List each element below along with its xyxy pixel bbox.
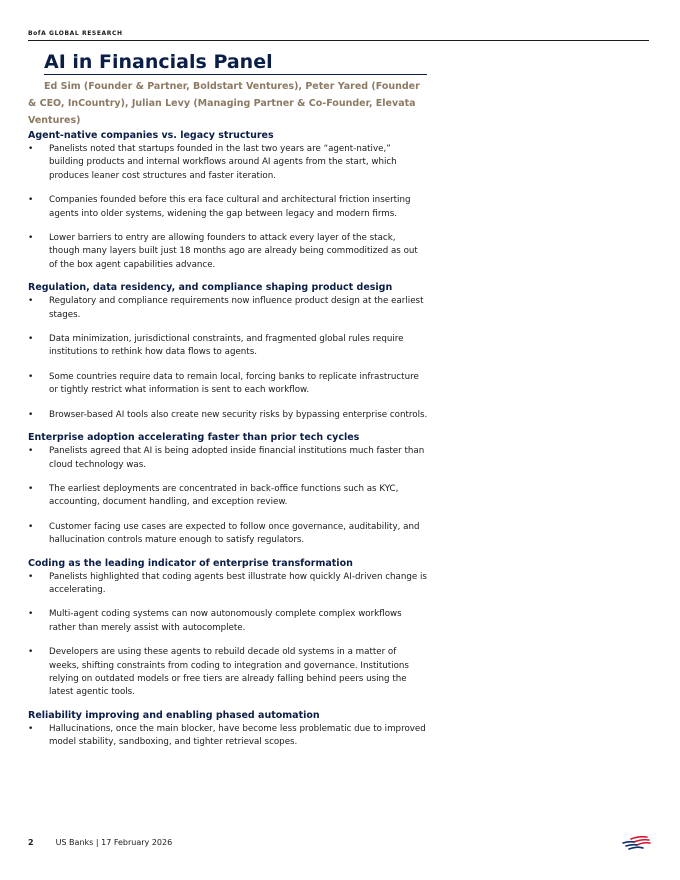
title-rule [44, 74, 427, 75]
bullet-icon: • [28, 647, 34, 658]
list-item [28, 483, 428, 510]
bullet-text: Customer facing use cases are expected to follow once governance, auditability, and hallucination controls mature enough to satisfy regulators. [49, 521, 420, 546]
section [28, 431, 428, 547]
bullet-text: Data minimization, jurisdictional constraints, and fragmented global rules require institutions to rethink how data flows to agents. [49, 334, 404, 358]
logo-stripe-blue-2 [626, 845, 637, 846]
bullet-text: Lower barriers to entry are allowing founders to attack every layer of the stack, though many layers built just 18 months ago are already being commoditized as out of the box agent capabilities advance. [49, 233, 418, 270]
list-item [28, 295, 428, 322]
bullet-text: Regulatory and compliance requirements now influence product design at the earliest stages. [49, 296, 424, 320]
bullet-icon: • [28, 144, 34, 154]
header-label: BofA GLOBAL RESEARCH [28, 30, 123, 37]
list-item [28, 143, 428, 183]
footer-text: US Banks | 17 February 2026 [55, 838, 173, 847]
bullet-icon: • [28, 609, 34, 620]
bullet-icon: • [28, 409, 34, 420]
bullet-text: Multi-agent coding systems can now autonomously complete complex workflows rather than merely assist with autocomplete. [49, 609, 402, 633]
list-item [28, 608, 428, 635]
section-heading: Reliability improving and enabling phased automation [28, 709, 320, 721]
bullet-list [28, 723, 428, 750]
list-item [28, 409, 428, 422]
list-item [28, 194, 428, 221]
content [28, 129, 428, 759]
list-item [28, 445, 428, 472]
bullet-text: Hallucinations, once the main blocker, have become less problematic due to improved model stability, sandboxing, and tighter retrieval scopes. [49, 723, 426, 748]
logo-stripe-blue-1 [623, 842, 634, 843]
page-number: 2 [28, 838, 34, 847]
logo-stripe-red-2 [634, 840, 649, 842]
bullet-icon: • [28, 334, 34, 345]
bullet-text: Browser-based AI tools also create new security risks by bypassing enterprise controls. [49, 409, 428, 420]
bullet-icon: • [28, 723, 34, 734]
footer [28, 838, 172, 847]
bullet-icon: • [28, 296, 34, 307]
list-item [28, 571, 428, 598]
section-heading: Agent-native companies vs. legacy structures [28, 130, 274, 141]
logo-stripe-blue-3 [629, 847, 643, 849]
bullet-icon: • [28, 483, 34, 494]
list-item [28, 723, 428, 750]
list-item [28, 232, 428, 272]
section [28, 281, 428, 422]
bullet-text: Some countries require data to remain local, forcing banks to replicate infrastructure or tightly restrict what information is sent to each workflow. [49, 371, 419, 396]
bullet-icon: • [28, 446, 34, 457]
section-heading: Enterprise adoption accelerating faster than prior tech cycles [28, 432, 360, 444]
panelists-subtitle: Ed Sim (Founder & Partner, Boldstart Ventures), Peter Yared (Founder & CEO, InCountry), Julian Levy (Managing Partner & Co-Founder, Elevata Ventures) [28, 81, 420, 126]
section-heading: Regulation, data residency, and compliance shaping product design [28, 282, 393, 294]
section [28, 129, 428, 272]
bullet-list [28, 445, 428, 547]
bullet-icon: • [28, 371, 34, 382]
bullet-icon: • [28, 233, 34, 244]
list-item [28, 371, 428, 398]
bullet-list [28, 295, 428, 422]
bullet-text: Developers are using these agents to rebuild decade old systems in a matter of weeks, shifting constraints from coding to integration and governance. Institutions relying on outdated models or free tiers are already falling behind peers using the latest agentic tools. [49, 647, 409, 698]
page-title: AI in Financials Panel [44, 51, 273, 73]
bullet-text: Panelists noted that startups founded in the last two years are “agent-native,” building products and internal workflows around AI agents from the start, which produces leaner cost structures and faster iteration. [49, 144, 397, 181]
bullet-list [28, 571, 428, 700]
section [28, 709, 428, 750]
bullet-icon: • [28, 195, 34, 206]
bullet-text: Panelists highlighted that coding agents best illustrate how quickly AI-driven change is accelerating. [49, 571, 427, 595]
list-item [28, 646, 428, 700]
bullet-icon: • [28, 571, 34, 582]
list-item [28, 521, 428, 548]
bofa-flag-icon [621, 836, 651, 852]
logo-stripe-red-1 [631, 837, 647, 839]
header-rule [28, 40, 649, 41]
bullet-icon: • [28, 521, 34, 532]
bullet-list [28, 143, 428, 272]
section [28, 557, 428, 700]
section-heading: Coding as the leading indicator of enterprise transformation [28, 557, 353, 569]
bullet-text: The earliest deployments are concentrated in back-office functions such as KYC, accounting, document handling, and exception review. [49, 483, 399, 508]
bullet-text: Panelists agreed that AI is being adopted inside financial institutions much faster than cloud technology was. [49, 446, 425, 470]
bullet-text: Companies founded before this era face cultural and architectural friction inserting agents into older systems, widening the gap between legacy and modern firms. [49, 195, 411, 219]
logo-stripe-red-3 [637, 843, 650, 845]
list-item [28, 333, 428, 360]
